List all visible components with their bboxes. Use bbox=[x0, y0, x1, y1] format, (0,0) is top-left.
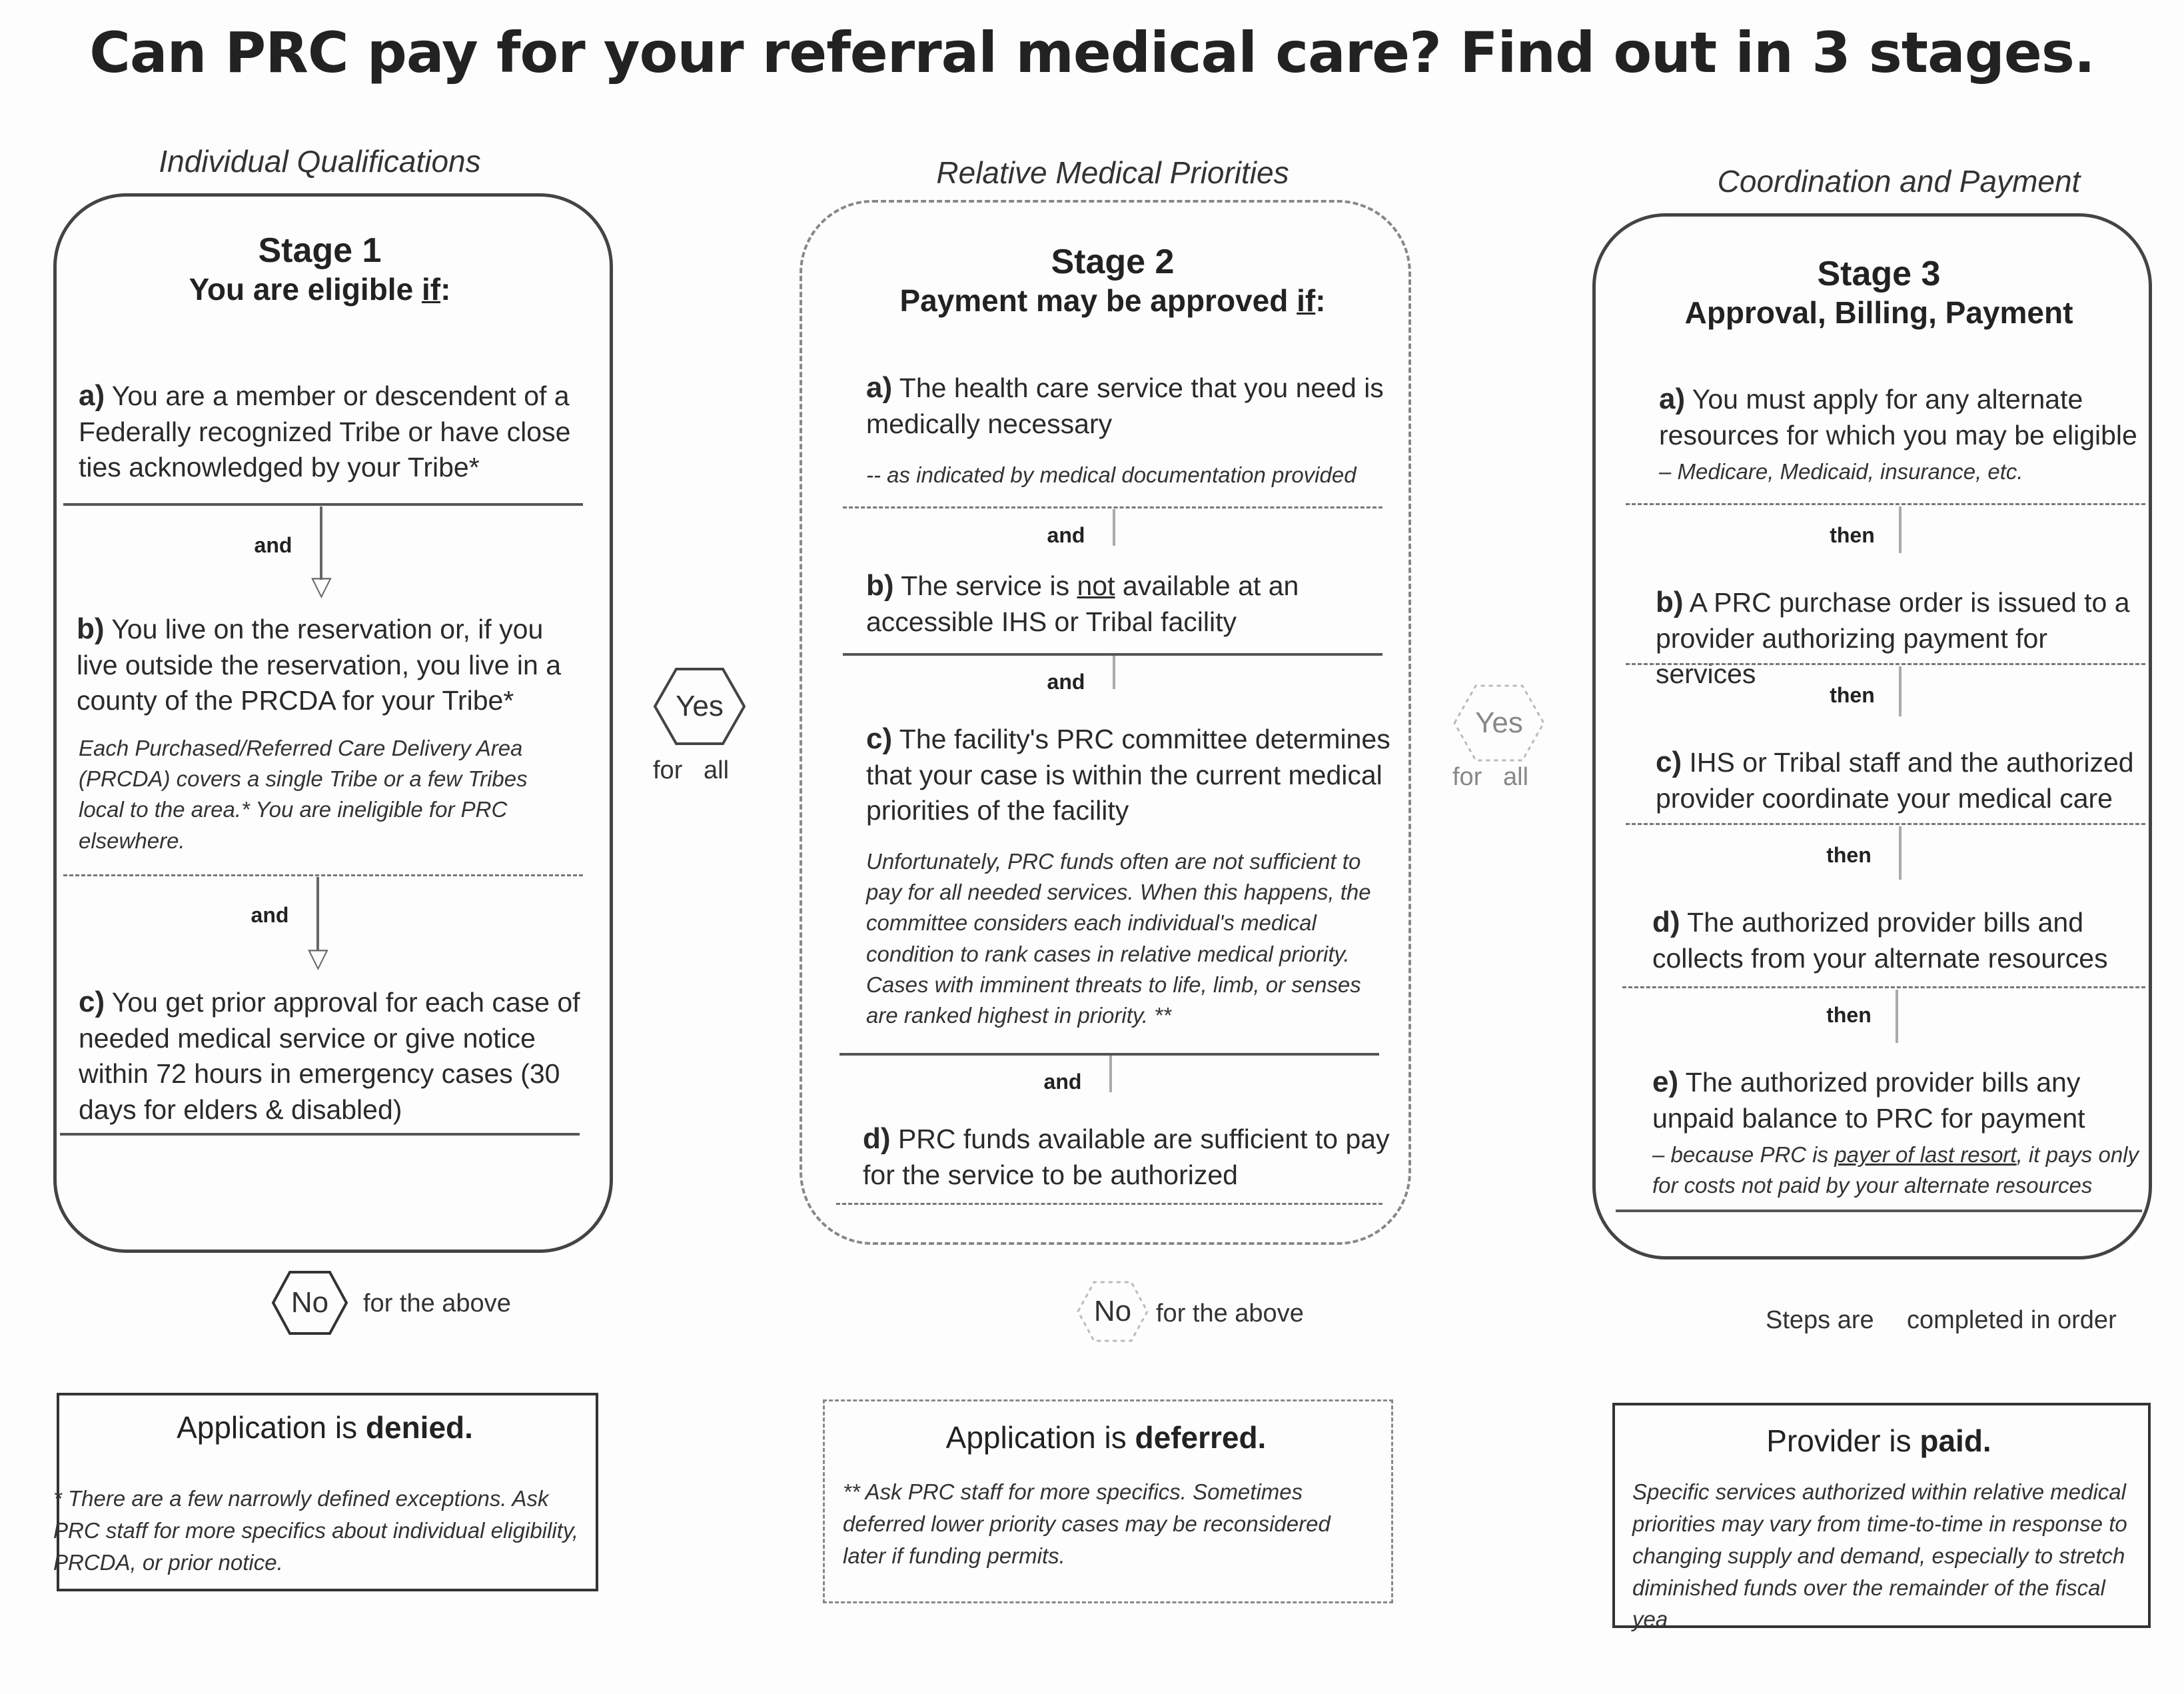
yes-hexagon bbox=[1449, 683, 1549, 763]
connector-and: and bbox=[251, 903, 289, 927]
down-arrow-icon bbox=[1899, 826, 1902, 880]
divider bbox=[63, 874, 583, 876]
connector-and: and bbox=[254, 533, 292, 557]
stage-3-step-e: e) The authorized provider bills any unpaid balance to PRC for payment bbox=[1652, 1066, 2085, 1134]
stage-2-label: Stage 2 bbox=[1051, 243, 1175, 281]
result-note-deferred: ** Ask PRC staff for more specifics. Sometimes deferred lower priority cases may be reconsidered later if funding permits. bbox=[843, 1479, 1331, 1568]
stage-3-title bbox=[1632, 253, 2125, 332]
stage-1-step-b-note: Each Purchased/Referred Care Delivery Area (PRCDA) covers a single Tribe or a few Tribes local to the area.* You are ineligible for PRC elsewhere. bbox=[79, 736, 528, 853]
order-note-b: completed in order bbox=[1907, 1306, 2117, 1334]
column-header-coordination-and-payment: Coordination and Payment bbox=[1717, 164, 2081, 199]
yes-label: Yes bbox=[1475, 706, 1523, 739]
result-title-deferred: Application is deferred. bbox=[945, 1420, 1267, 1455]
down-arrow-icon bbox=[1896, 990, 1898, 1043]
divider bbox=[1622, 986, 2145, 988]
stage-2-step-a: a) The health care service that you need is medically necessary bbox=[866, 371, 1384, 440]
connector-and: and bbox=[1047, 670, 1085, 694]
stage-2-step-c: c) The facility's PRC committee determines that your case is within the current medical priorities of the facility bbox=[866, 722, 1390, 826]
stage-3-step-b: b) A PRC purchase order is issued to a provider authorizing payment for services bbox=[1656, 586, 2130, 690]
connector-then: then bbox=[1830, 523, 1875, 547]
column-header-individual-qualifications: Individual Qualifications bbox=[159, 144, 481, 179]
down-arrow-icon bbox=[1113, 509, 1115, 546]
connector-then: then bbox=[1826, 843, 1872, 867]
stage-2-step-a-note: -- as indicated by medical documentation provided bbox=[866, 462, 1357, 487]
stage-1-step-a: a) You are a member or descendent of a Federally recognized Tribe or have close ties acknowledged by your Tribe* bbox=[79, 379, 571, 483]
divider bbox=[60, 1133, 580, 1136]
down-arrow-icon bbox=[320, 506, 322, 580]
divider bbox=[1626, 503, 2145, 505]
connector-and: and bbox=[1047, 523, 1085, 547]
yes-hexagon bbox=[650, 666, 750, 746]
down-arrow-icon bbox=[1899, 506, 1902, 553]
stage-1-subtitle: You are eligible if: bbox=[189, 272, 451, 307]
stage-2-step-d: d) PRC funds available are sufficient to pay for the service to be authorized bbox=[863, 1122, 1390, 1191]
no-hexagon bbox=[260, 1270, 360, 1336]
yes-suffix: for all bbox=[1452, 763, 1529, 791]
stage-1-label: Stage 1 bbox=[258, 231, 382, 270]
stage-2-step-b: b) The service is not available at an accessible IHS or Tribal facility bbox=[866, 569, 1299, 638]
yes-suffix: for all bbox=[653, 756, 730, 784]
stage-1-step-b: b) You live on the reservation or, if you live outside the reservation, you live in a county of the PRCDA for your Tribe* bbox=[77, 612, 562, 716]
page-title: Can PRC pay for your referral medical care? Find out in 3 stages. bbox=[89, 20, 2095, 85]
stage-2-title bbox=[846, 241, 1379, 320]
arrowhead-icon: ▽ bbox=[308, 944, 328, 973]
no-label: No bbox=[290, 1286, 329, 1319]
down-arrow-icon bbox=[1113, 656, 1115, 689]
stage-3-step-e-note: – because PRC is payer of last resort, it pays only for costs not paid by your alternate resources bbox=[1652, 1142, 2139, 1198]
divider bbox=[843, 506, 1382, 508]
divider bbox=[836, 1203, 1382, 1205]
result-title-paid: Provider is paid. bbox=[1766, 1423, 1991, 1458]
down-arrow-icon bbox=[1109, 1056, 1112, 1092]
divider bbox=[1626, 663, 2145, 665]
stage-1-step-c: c) You get prior approval for each case of needed medical service or give notice within 72 hours in emergency cases (30 days for elders & disabled) bbox=[79, 986, 580, 1125]
result-note-paid: Specific services authorized within relative medical priorities may vary from time-to-time in response to changing supply and demand, especially to stretch diminished funds over the remainder of the fiscal yea bbox=[1632, 1479, 2127, 1632]
down-arrow-icon bbox=[1899, 666, 1902, 716]
stage-1-title bbox=[107, 230, 533, 309]
stage-3-step-c: c) IHS or Tribal staff and the authorized provider coordinate your medical care bbox=[1656, 746, 2134, 814]
no-label: No bbox=[1093, 1295, 1132, 1327]
connector-and: and bbox=[1043, 1070, 1082, 1094]
stage-3-step-a: a) You must apply for any alternate resources for which you may be eligible bbox=[1659, 383, 2137, 451]
yes-label: Yes bbox=[676, 690, 724, 722]
column-header-relative-medical-priorities: Relative Medical Priorities bbox=[936, 155, 1289, 190]
no-suffix: for the above bbox=[1156, 1299, 1304, 1327]
stage-3-label: Stage 3 bbox=[1817, 255, 1941, 293]
result-title-denied: Application is denied. bbox=[177, 1410, 473, 1445]
arrowhead-icon: ▽ bbox=[311, 572, 332, 601]
stage-2-subtitle: Payment may be approved if: bbox=[899, 283, 1326, 319]
connector-then: then bbox=[1830, 683, 1875, 707]
stage-2-step-c-note: Unfortunately, PRC funds often are not sufficient to pay for all needed services. When this happens, the committee considers each individual's medical condition to rank cases in relative medical priority. Cases with imminent threats to life, limb, or senses are ranked highest in priority. ** bbox=[866, 849, 1371, 1028]
stage-3-step-d: d) The authorized provider bills and collects from your alternate resources bbox=[1652, 906, 2108, 974]
divider bbox=[1616, 1210, 2142, 1212]
stage-3-step-a-note: – Medicare, Medicaid, insurance, etc. bbox=[1659, 459, 2023, 484]
order-note-a: Steps are bbox=[1766, 1306, 1874, 1334]
divider bbox=[1626, 823, 2145, 825]
no-hexagon bbox=[1066, 1278, 1159, 1345]
stage-3-subtitle: Approval, Billing, Payment bbox=[1684, 295, 2073, 331]
result-note-denied: * There are a few narrowly defined exceptions. Ask PRC staff for more specifics about individual eligibility, PRCDA, or prior notice. bbox=[53, 1486, 579, 1575]
no-suffix: for the above bbox=[363, 1289, 511, 1317]
divider bbox=[63, 503, 583, 506]
connector-then: then bbox=[1826, 1003, 1872, 1027]
down-arrow-icon bbox=[316, 877, 319, 950]
